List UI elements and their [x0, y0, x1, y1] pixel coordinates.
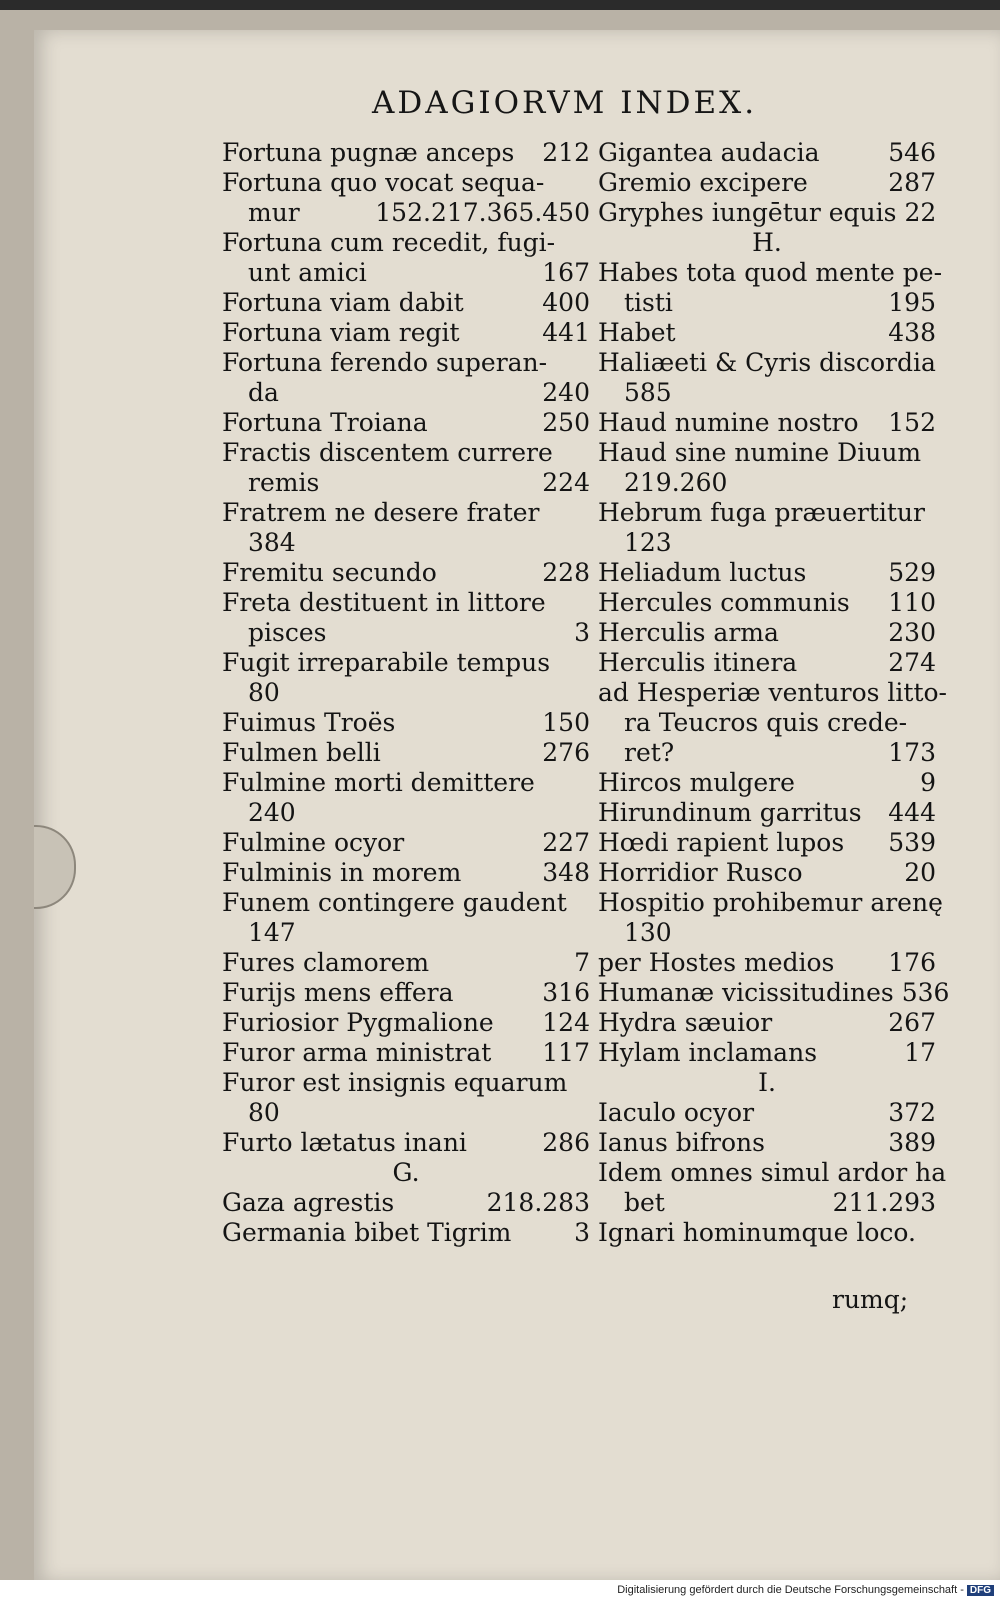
- entry-text: remis: [248, 468, 320, 497]
- index-entry: [598, 258, 943, 288]
- index-entry: [598, 918, 936, 948]
- entry-text: Furor arma ministrat: [222, 1038, 492, 1067]
- index-entry: [222, 978, 590, 1008]
- entry-text: Fugit irreparabile tempus: [222, 648, 551, 677]
- entry-page-number: 20: [904, 858, 936, 887]
- entry-text: Hercules communis: [598, 588, 850, 617]
- entry-text: tisti: [624, 288, 673, 317]
- index-entry: [598, 888, 943, 918]
- entry-page-number: 529: [888, 558, 936, 587]
- index-entry: [598, 1128, 936, 1158]
- entry-text: Hœdi rapient lupos: [598, 828, 845, 857]
- index-entry: [598, 408, 936, 438]
- entry-text: Fortuna Troiana: [222, 408, 428, 437]
- entry-text: Hospitio prohibemur arenę: [598, 888, 943, 917]
- entry-text: Herculis arma: [598, 618, 779, 647]
- entry-page-number: [582, 348, 590, 378]
- index-entry: [222, 198, 590, 228]
- entry-text: 147: [248, 918, 296, 947]
- entry-page-number: 286: [542, 1128, 590, 1157]
- entry-text: Haud numine nostro: [598, 408, 859, 437]
- index-letter-heading: G.: [392, 1158, 420, 1187]
- entry-text: Herculis itinera: [598, 648, 798, 677]
- entry-text: Fremitu secundo: [222, 558, 437, 587]
- entry-text: Freta destituent in littore: [222, 588, 546, 617]
- entry-page-number: 218.283: [486, 1188, 590, 1217]
- entry-page-number: 9: [920, 768, 936, 797]
- entry-text: ret?: [624, 738, 675, 767]
- entry-page-number: [582, 438, 590, 468]
- entry-page-number: [582, 1098, 590, 1128]
- entry-page-number: 546: [888, 138, 936, 167]
- entry-page-number: 150: [542, 708, 590, 737]
- entry-text: Fulminis in morem: [222, 858, 462, 887]
- entry-page-number: [582, 1068, 590, 1098]
- index-entry: [222, 798, 590, 828]
- entry-page-number: [928, 708, 936, 738]
- entry-page-number: 438: [888, 318, 936, 347]
- entry-text: Idem omnes simul ardor ha: [598, 1158, 947, 1187]
- entry-text: 384: [248, 528, 296, 557]
- entry-text: Furor est insignis equarum: [222, 1068, 568, 1097]
- entry-page-number: [942, 258, 950, 288]
- index-entry: [598, 438, 936, 468]
- entry-text: Gigantea audacia: [598, 138, 820, 167]
- index-entry: [598, 198, 936, 228]
- entry-page-number: 211.293: [832, 1188, 936, 1217]
- index-entry: [222, 168, 590, 198]
- index-entry: [598, 318, 936, 348]
- entry-page-number: [928, 468, 936, 498]
- index-entry: [598, 348, 936, 378]
- entry-page-number: 124: [542, 1008, 590, 1037]
- entry-text: Heliadum luctus: [598, 558, 807, 587]
- index-entry: [598, 648, 936, 678]
- entry-text: Fulmine ocyor: [222, 828, 405, 857]
- entry-text: Iaculo ocyor: [598, 1098, 755, 1127]
- entry-page-number: 167: [542, 258, 590, 287]
- entry-text: Hylam inclamans: [598, 1038, 818, 1067]
- index-entry: [222, 528, 590, 558]
- page-edge-tab: [34, 825, 76, 909]
- entry-text: 123: [624, 528, 672, 557]
- index-entry: [598, 138, 936, 168]
- index-letter-heading: H.: [752, 228, 782, 257]
- entry-text: Gremio excipere: [598, 168, 808, 197]
- entry-page-number: 152: [888, 408, 936, 437]
- index-entry: [598, 168, 936, 198]
- entry-text: per Hostes medios: [598, 948, 835, 977]
- entry-text: 130: [624, 918, 672, 947]
- index-entry: [598, 378, 936, 408]
- entry-text: 585: [624, 378, 672, 407]
- index-entry: [598, 708, 936, 738]
- entry-text: Fulmine morti demittere: [222, 768, 535, 797]
- entry-page-number: 287: [888, 168, 936, 197]
- entry-text: Hebrum fuga præuertitur: [598, 498, 925, 527]
- entry-page-number: [582, 678, 590, 708]
- index-entry: [598, 288, 936, 318]
- entry-text: da: [248, 378, 279, 407]
- index-entry: [598, 618, 936, 648]
- index-entry: [222, 1098, 590, 1128]
- index-entry: [598, 948, 936, 978]
- entry-page-number: 152.217.365.450: [375, 198, 590, 227]
- entry-page-number: [582, 498, 590, 528]
- index-entry: [598, 1158, 947, 1188]
- index-entry: [598, 588, 936, 618]
- entry-page-number: [582, 798, 590, 828]
- entry-text: Fures clamorem: [222, 948, 430, 977]
- credit-text: [617, 1584, 994, 1596]
- index-entry: [598, 1188, 936, 1218]
- entry-text: Haud sine numine Diuum: [598, 438, 922, 467]
- index-entry: [598, 828, 936, 858]
- entry-text: Fratrem ne desere frater: [222, 498, 540, 527]
- index-entry: [222, 738, 590, 768]
- index-entry: [222, 1038, 590, 1068]
- entry-page-number: 539: [888, 828, 936, 857]
- entry-text: Haliæeti & Cyris discordia: [598, 348, 936, 377]
- index-entry: [222, 1068, 590, 1098]
- entry-page-number: [928, 438, 936, 468]
- index-entry: [222, 618, 590, 648]
- entry-page-number: [946, 1158, 954, 1188]
- index-entry: [222, 468, 590, 498]
- index-entry: [222, 1218, 590, 1248]
- entry-page-number: 195: [888, 288, 936, 317]
- index-entry: [222, 648, 590, 678]
- entry-page-number: 230: [888, 618, 936, 647]
- index-entry: [222, 858, 590, 888]
- entry-page-number: 228: [542, 558, 590, 587]
- index-entry: [222, 1008, 590, 1038]
- entry-page-number: [582, 168, 590, 198]
- index-entry: [598, 678, 947, 708]
- index-entry: [598, 1218, 936, 1248]
- index-entry: [222, 438, 590, 468]
- index-entry: [598, 798, 936, 828]
- index-entry: [222, 408, 590, 438]
- entry-page-number: [582, 528, 590, 558]
- entry-page-number: 444: [888, 798, 936, 827]
- entry-page-number: 441: [542, 318, 590, 347]
- entry-text: Fulmen belli: [222, 738, 381, 767]
- entry-page-number: [943, 888, 951, 918]
- index-entry: [598, 468, 936, 498]
- entry-text: Fractis discentem currere: [222, 438, 553, 467]
- dfg-logo: DFG: [967, 1585, 994, 1596]
- index-entry: [598, 768, 936, 798]
- entry-page-number: 372: [888, 1098, 936, 1127]
- entry-text: Fortuna viam dabit: [222, 288, 464, 317]
- catchword: rumq;: [832, 1285, 909, 1314]
- entry-page-number: [582, 228, 590, 258]
- entry-page-number: 316: [542, 978, 590, 1007]
- index-entry: [222, 1188, 590, 1218]
- index-entry: [222, 378, 590, 408]
- entry-page-number: 117: [542, 1038, 590, 1067]
- index-entry: [222, 678, 590, 708]
- entry-page-number: [928, 1218, 936, 1248]
- entry-page-number: 212: [542, 138, 590, 167]
- entry-page-number: [582, 888, 590, 918]
- index-entry: [598, 1098, 936, 1128]
- index-entry: [222, 1128, 590, 1158]
- entry-text: Hirundinum garritus: [598, 798, 862, 827]
- entry-text: Furijs mens effera: [222, 978, 454, 1007]
- entry-text: Ignari hominumque loco.: [598, 1218, 916, 1247]
- index-column-right: [598, 138, 950, 1248]
- entry-page-number: [582, 768, 590, 798]
- entry-page-number: [582, 648, 590, 678]
- index-entry: [598, 738, 936, 768]
- entry-text: Horridior Rusco: [598, 858, 803, 887]
- entry-text: Furto lætatus inani: [222, 1128, 467, 1157]
- entry-text: pisces: [248, 618, 327, 647]
- entry-text: Fortuna ferendo superan-: [222, 348, 548, 377]
- index-entry: [222, 888, 590, 918]
- entry-text: unt amici: [248, 258, 367, 287]
- index-entry: [598, 498, 936, 528]
- entry-text: Fuimus Troës: [222, 708, 396, 737]
- entry-page-number: 224: [542, 468, 590, 497]
- entry-page-number: 274: [888, 648, 936, 677]
- index-column-left: [222, 138, 590, 1248]
- index-entry: [598, 1008, 936, 1038]
- index-entry: [222, 948, 590, 978]
- index-entry: [222, 918, 590, 948]
- entry-page-number: 276: [542, 738, 590, 767]
- entry-text: Hircos mulgere: [598, 768, 795, 797]
- index-entry: [222, 708, 590, 738]
- entry-page-number: 400: [542, 288, 590, 317]
- entry-page-number: 3: [574, 618, 590, 647]
- index-entry: [222, 768, 590, 798]
- index-entry: [598, 1038, 936, 1068]
- entry-text: Hydra sæuior: [598, 1008, 773, 1037]
- index-entry: [222, 348, 590, 378]
- entry-text: Habet: [598, 318, 676, 347]
- entry-page-number: [928, 498, 936, 528]
- entry-text: Gryphes iungētur equis: [598, 198, 897, 227]
- entry-page-number: [928, 378, 936, 408]
- index-entry: [222, 288, 590, 318]
- entry-page-number: 348: [542, 858, 590, 887]
- entry-text: mur: [248, 198, 300, 227]
- entry-page-number: 7: [574, 948, 590, 977]
- entry-page-number: 389: [888, 1128, 936, 1157]
- index-entry: [222, 228, 590, 258]
- entry-page-number: [582, 918, 590, 948]
- entry-text: Habes tota quod mente pe-: [598, 258, 943, 287]
- index-entry: [598, 978, 950, 1008]
- entry-text: Furiosior Pygmalione: [222, 1008, 494, 1037]
- entry-text: Gaza agrestis: [222, 1188, 395, 1217]
- entry-text: 80: [248, 678, 280, 707]
- entry-text: Funem contingere gaudent: [222, 888, 567, 917]
- entry-page-number: 110: [888, 588, 936, 617]
- entry-text: bet: [624, 1188, 665, 1217]
- credit-label: Digitalisierung gefördert durch die Deutsche Forschungsgemeinschaft -: [617, 1584, 964, 1596]
- entry-text: Fortuna quo vocat sequa-: [222, 168, 545, 197]
- entry-text: ra Teucros quis crede-: [624, 708, 908, 737]
- entry-text: Fortuna viam regit: [222, 318, 460, 347]
- entry-page-number: 227: [542, 828, 590, 857]
- index-entry: [222, 588, 590, 618]
- entry-text: Ianus bifrons: [598, 1128, 765, 1157]
- entry-text: 219.260: [624, 468, 728, 497]
- entry-page-number: 240: [542, 378, 590, 407]
- entry-text: 240: [248, 798, 296, 827]
- entry-text: Germania bibet Tigrim: [222, 1218, 512, 1247]
- entry-page-number: 176: [888, 948, 936, 977]
- index-entry: [598, 558, 936, 588]
- entry-page-number: [928, 528, 936, 558]
- credit-bar: [0, 1580, 1000, 1602]
- entry-text: Fortuna cum recedit, fugi-: [222, 228, 556, 257]
- index-entry: [222, 258, 590, 288]
- entry-text: ad Hesperiæ venturos litto-: [598, 678, 947, 707]
- entry-page-number: 3: [574, 1218, 590, 1247]
- index-entry: [598, 528, 936, 558]
- page-header: ADAGIORVM INDEX.: [372, 85, 758, 121]
- entry-page-number: [947, 678, 955, 708]
- index-entry: [598, 858, 936, 888]
- index-entry: [222, 138, 590, 168]
- entry-page-number: 267: [888, 1008, 936, 1037]
- index-entry: [222, 498, 590, 528]
- entry-page-number: 17: [904, 1038, 936, 1067]
- entry-page-number: [582, 588, 590, 618]
- entry-page-number: 250: [542, 408, 590, 437]
- index-entry: [222, 318, 590, 348]
- entry-page-number: 536: [901, 978, 950, 1007]
- index-entry: [222, 828, 590, 858]
- entry-page-number: [936, 348, 944, 378]
- entry-page-number: 173: [888, 738, 936, 767]
- entry-text: Fortuna pugnæ anceps: [222, 138, 515, 167]
- entry-page-number: 22: [904, 198, 937, 227]
- index-entry: [222, 558, 590, 588]
- entry-text: Humanæ vicissitudines: [598, 978, 894, 1007]
- entry-text: 80: [248, 1098, 280, 1127]
- entry-page-number: [928, 918, 936, 948]
- index-letter-heading: I.: [758, 1068, 776, 1097]
